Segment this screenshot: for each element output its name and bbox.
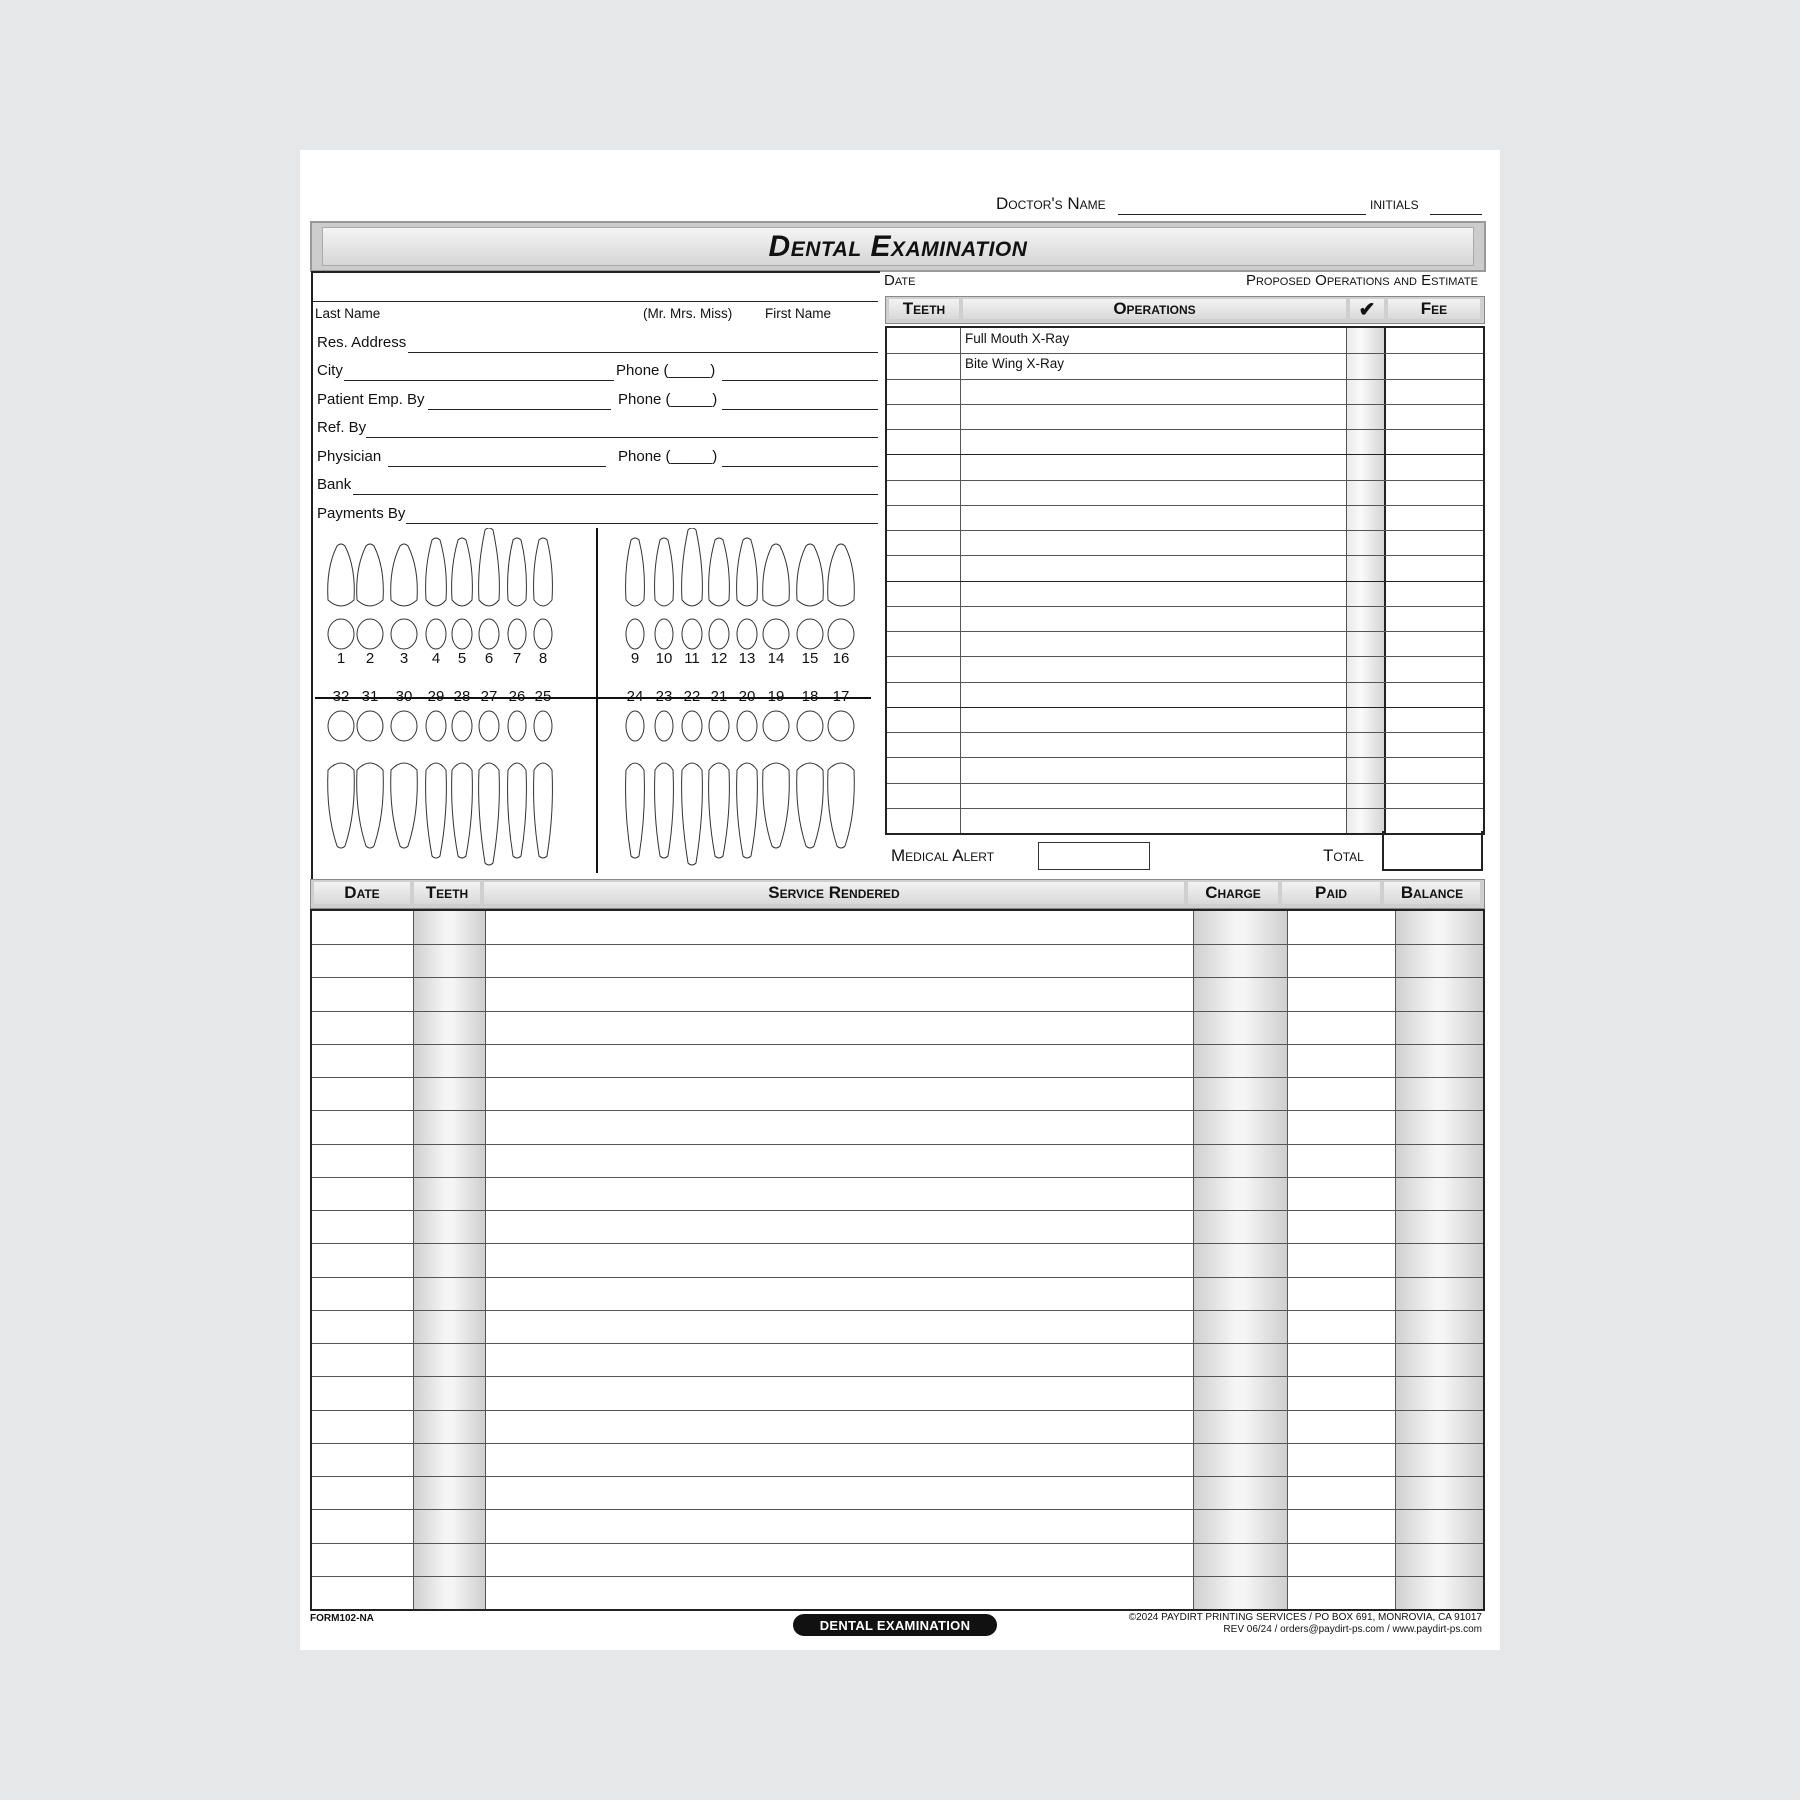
estimate-section-label: Proposed Operations and Estimate (1245, 272, 1478, 289)
col-fee: Fee (1388, 299, 1480, 319)
patient-emp-label: Patient Emp. By (317, 391, 425, 408)
estimate-row-line (887, 353, 1483, 354)
estimate-operation-cell[interactable] (965, 407, 1343, 428)
tooth-number: 3 (399, 650, 409, 667)
phone-field-2[interactable] (722, 409, 878, 410)
lower-tooth-occlusal-view (709, 711, 729, 741)
upper-tooth-side-view (828, 544, 855, 606)
lower-tooth-side-view (328, 763, 355, 848)
lower-tooth-occlusal-view (828, 711, 854, 741)
tooth-number: 30 (395, 688, 413, 705)
estimate-row-line (887, 429, 1483, 430)
upper-tooth-side-view (508, 538, 527, 606)
tooth-number: 1 (336, 650, 346, 667)
upper-tooth-occlusal-view (357, 619, 383, 649)
name-field[interactable] (313, 301, 878, 302)
upper-tooth-occlusal-view (797, 619, 823, 649)
upper-tooth-occlusal-view (426, 619, 446, 649)
payments-by-label: Payments By (317, 505, 406, 522)
tooth-number: 11 (684, 650, 700, 667)
col-paid: Paid (1282, 882, 1380, 904)
upper-tooth-side-view (534, 538, 553, 606)
table-row[interactable] (312, 1343, 1483, 1344)
tooth-chart (315, 528, 875, 888)
date-label: Date (884, 272, 916, 289)
salutation-label: (Mr. Mrs. Miss) (643, 306, 733, 321)
doctors-name-field[interactable] (1118, 214, 1366, 215)
tooth-number: 6 (484, 650, 494, 667)
lower-tooth-occlusal-view (479, 711, 499, 741)
tooth-number: 2 (365, 650, 375, 667)
col-svc-teeth: Teeth (414, 882, 480, 904)
estimate-operation-cell[interactable] (965, 786, 1343, 807)
tooth-number: 17 (832, 688, 850, 705)
table-row[interactable] (312, 977, 1483, 978)
upper-tooth-side-view (709, 538, 730, 606)
tooth-number: 29 (427, 688, 445, 705)
estimate-operation-cell[interactable] (965, 558, 1343, 579)
upper-tooth-occlusal-view (452, 619, 472, 649)
estimate-operation-cell[interactable] (965, 508, 1343, 529)
table-row[interactable] (312, 1077, 1483, 1078)
tooth-number: 31 (361, 688, 379, 705)
lower-tooth-occlusal-view (452, 711, 472, 741)
upper-tooth-side-view (391, 544, 418, 606)
estimate-row-line (887, 505, 1483, 506)
table-row[interactable] (312, 1210, 1483, 1211)
services-table-body (310, 909, 1485, 1611)
estimate-row-line (887, 530, 1483, 531)
upper-tooth-side-view (682, 528, 703, 606)
estimate-operation-cell[interactable] (965, 811, 1343, 832)
table-row[interactable] (312, 1310, 1483, 1311)
lower-tooth-side-view (626, 763, 645, 858)
table-row[interactable] (312, 1144, 1483, 1145)
estimate-operation-cell[interactable] (965, 584, 1343, 605)
estimate-operation-cell[interactable] (965, 685, 1343, 706)
footer-publisher (1129, 1612, 1482, 1636)
lower-tooth-side-view (479, 763, 500, 865)
lower-tooth-side-view (357, 763, 384, 848)
estimate-row-line (887, 682, 1483, 683)
estimate-operation-cell[interactable] (965, 735, 1343, 756)
table-row[interactable] (312, 1443, 1483, 1444)
estimate-row-line (887, 757, 1483, 758)
estimate-row-line (887, 783, 1483, 784)
table-row[interactable] (312, 1243, 1483, 1244)
estimate-row-line (887, 379, 1483, 380)
estimate-row-line (887, 606, 1483, 607)
estimate-row-line (887, 808, 1483, 809)
tooth-number: 32 (332, 688, 350, 705)
table-row[interactable] (312, 944, 1483, 945)
tooth-number: 13 (738, 650, 756, 667)
lower-tooth-occlusal-view (682, 711, 702, 741)
col-operations: Operations (963, 299, 1346, 319)
ref-by-label: Ref. By (317, 419, 367, 436)
estimate-operation-cell[interactable] (965, 710, 1343, 731)
estimate-row-line (887, 454, 1483, 455)
upper-tooth-side-view (426, 538, 447, 606)
table-row[interactable] (312, 1011, 1483, 1012)
estimate-row-line (887, 631, 1483, 632)
patient-emp-field[interactable] (428, 409, 611, 410)
res-address-label: Res. Address (317, 334, 407, 351)
rev-line: REV 06/24 / orders@paydirt-ps.com / www.paydirt-ps.com (1223, 1624, 1482, 1635)
tooth-number: 25 (534, 688, 552, 705)
upper-tooth-occlusal-view (328, 619, 354, 649)
tooth-number: 24 (626, 688, 644, 705)
tooth-number: 7 (512, 650, 522, 667)
lower-tooth-occlusal-view (655, 711, 673, 741)
tooth-number: 15 (801, 650, 819, 667)
tooth-number: 22 (683, 688, 701, 705)
tooth-chart-diagram[interactable] (315, 528, 875, 888)
lower-tooth-side-view (655, 763, 674, 858)
lower-tooth-occlusal-view (426, 711, 446, 741)
tooth-number: 23 (655, 688, 673, 705)
col-date: Date (314, 882, 410, 904)
tooth-number: 28 (453, 688, 471, 705)
lower-tooth-occlusal-view (763, 711, 789, 741)
lower-tooth-side-view (737, 763, 758, 858)
estimate-row-line (887, 555, 1483, 556)
upper-teeth-drawings (328, 528, 855, 649)
upper-tooth-occlusal-view (763, 619, 789, 649)
lower-tooth-side-view (828, 763, 855, 848)
form-id: FORM102-NA (310, 1613, 374, 1624)
estimate-row-line (887, 581, 1483, 582)
tooth-number: 10 (655, 650, 673, 667)
estimate-operation-cell[interactable] (965, 609, 1343, 630)
lower-tooth-occlusal-view (534, 711, 552, 741)
first-name-label: First Name (765, 306, 832, 321)
table-row[interactable] (312, 1376, 1483, 1377)
table-row[interactable] (312, 1410, 1483, 1411)
upper-tooth-occlusal-view (682, 619, 702, 649)
lower-tooth-occlusal-view (391, 711, 417, 741)
upper-tooth-side-view (357, 544, 384, 606)
lower-tooth-side-view (797, 763, 824, 848)
tooth-number: 8 (538, 650, 548, 667)
upper-tooth-side-view (626, 538, 645, 606)
tooth-number: 4 (431, 650, 441, 667)
upper-tooth-side-view (479, 528, 500, 606)
estimate-table-header (885, 296, 1485, 324)
city-field[interactable] (344, 380, 614, 381)
form-sheet (300, 150, 1500, 1650)
table-row[interactable] (312, 1177, 1483, 1178)
city-label: City (317, 362, 343, 379)
tooth-number: 27 (480, 688, 498, 705)
lower-tooth-side-view (534, 763, 553, 858)
phone-field-3[interactable] (722, 466, 878, 467)
total-label: Total (1323, 846, 1364, 865)
tooth-number: 21 (710, 688, 728, 705)
estimate-row-line (887, 656, 1483, 657)
lower-teeth-drawings (328, 711, 855, 865)
tooth-number: 20 (738, 688, 756, 705)
lower-tooth-side-view (682, 763, 703, 865)
phone-label-3: Phone (_____) (618, 448, 718, 465)
upper-tooth-occlusal-view (828, 619, 854, 649)
table-row[interactable] (312, 1277, 1483, 1278)
table-row[interactable] (312, 1110, 1483, 1111)
services-table-header (310, 879, 1485, 909)
lower-tooth-occlusal-view (328, 711, 354, 741)
tooth-number: 18 (801, 688, 819, 705)
res-address-field[interactable] (408, 352, 878, 353)
lower-tooth-side-view (426, 763, 447, 858)
estimate-row-line (887, 732, 1483, 733)
physician-field[interactable] (388, 466, 606, 467)
lower-tooth-side-view (763, 763, 790, 848)
estimate-operation-cell[interactable] (965, 760, 1343, 781)
col-service-rendered: Service Rendered (484, 882, 1184, 904)
last-name-label: Last Name (315, 306, 381, 321)
table-row[interactable] (312, 1543, 1483, 1544)
estimate-operation-cell[interactable] (965, 533, 1343, 554)
upper-tooth-occlusal-view (508, 619, 526, 649)
bank-label: Bank (317, 476, 352, 493)
lower-tooth-side-view (709, 763, 730, 858)
col-check: ✔ (1350, 299, 1384, 319)
estimate-row-line (887, 404, 1483, 405)
phone-field-1[interactable] (722, 380, 878, 381)
col-balance: Balance (1384, 882, 1480, 904)
tooth-number: 16 (832, 650, 850, 667)
upper-tooth-side-view (763, 544, 790, 606)
lower-tooth-occlusal-view (508, 711, 526, 741)
medical-alert-label: Medical Alert (891, 846, 995, 865)
doctors-name-label: Doctor's Name (996, 194, 1106, 213)
phone-label-1: Phone (_____) (616, 362, 716, 379)
tooth-number: 12 (710, 650, 728, 667)
col-charge: Charge (1188, 882, 1278, 904)
phone-label-2: Phone (_____) (618, 391, 718, 408)
copyright-line: ©2024 PAYDIRT PRINTING SERVICES / PO BOX 691, MONROVIA, CA 91017 (1128, 1612, 1482, 1623)
upper-tooth-side-view (328, 544, 355, 606)
estimate-operation-cell[interactable]: Full Mouth X-Ray (965, 331, 1070, 346)
lower-tooth-side-view (508, 763, 527, 858)
upper-tooth-side-view (452, 538, 473, 606)
tooth-number: 5 (457, 650, 467, 667)
upper-tooth-side-view (737, 538, 758, 606)
medical-alert-box[interactable] (1038, 842, 1150, 870)
lower-tooth-occlusal-view (797, 711, 823, 741)
col-teeth: Teeth (889, 299, 959, 319)
form-title: Dental Examination (768, 229, 1028, 263)
lower-tooth-occlusal-view (357, 711, 383, 741)
upper-tooth-occlusal-view (626, 619, 644, 649)
estimate-operation-cell[interactable]: Bite Wing X-Ray (965, 356, 1065, 372)
lower-tooth-side-view (391, 763, 418, 848)
tooth-number: 9 (630, 650, 640, 667)
upper-tooth-side-view (797, 544, 824, 606)
upper-tooth-occlusal-view (655, 619, 673, 649)
table-row[interactable] (312, 1476, 1483, 1477)
physician-label: Physician (317, 448, 382, 465)
estimate-operation-cell[interactable] (965, 457, 1343, 478)
estimate-row-line (887, 480, 1483, 481)
initials-field[interactable] (1430, 214, 1482, 215)
payments-by-field[interactable] (406, 523, 878, 524)
tooth-number: 26 (508, 688, 526, 705)
footer-badge: DENTAL EXAMINATION (793, 1614, 997, 1636)
upper-tooth-side-view (655, 538, 674, 606)
estimate-table-body (885, 326, 1485, 835)
tooth-number: 14 (767, 650, 785, 667)
upper-tooth-occlusal-view (479, 619, 499, 649)
estimate-operation-cell[interactable] (965, 432, 1343, 453)
lower-tooth-occlusal-view (626, 711, 644, 741)
upper-tooth-occlusal-view (737, 619, 757, 649)
table-row[interactable] (312, 1044, 1483, 1045)
tooth-number: 19 (767, 688, 785, 705)
upper-tooth-occlusal-view (391, 619, 417, 649)
upper-tooth-occlusal-view (534, 619, 552, 649)
lower-tooth-side-view (452, 763, 473, 858)
estimate-row-line (887, 707, 1483, 708)
bank-field[interactable] (353, 494, 878, 495)
lower-tooth-occlusal-view (737, 711, 757, 741)
estimate-operation-cell[interactable] (965, 634, 1343, 655)
estimate-operation-cell[interactable] (965, 382, 1343, 403)
title-band (310, 221, 1486, 272)
estimate-operation-cell[interactable] (965, 483, 1343, 504)
initials-label: initials (1370, 194, 1419, 213)
total-box[interactable] (1382, 831, 1483, 871)
ref-by-field[interactable] (366, 437, 878, 438)
table-row[interactable] (312, 1576, 1483, 1577)
upper-tooth-occlusal-view (709, 619, 729, 649)
table-row[interactable] (312, 1509, 1483, 1510)
estimate-operation-cell[interactable] (965, 659, 1343, 680)
